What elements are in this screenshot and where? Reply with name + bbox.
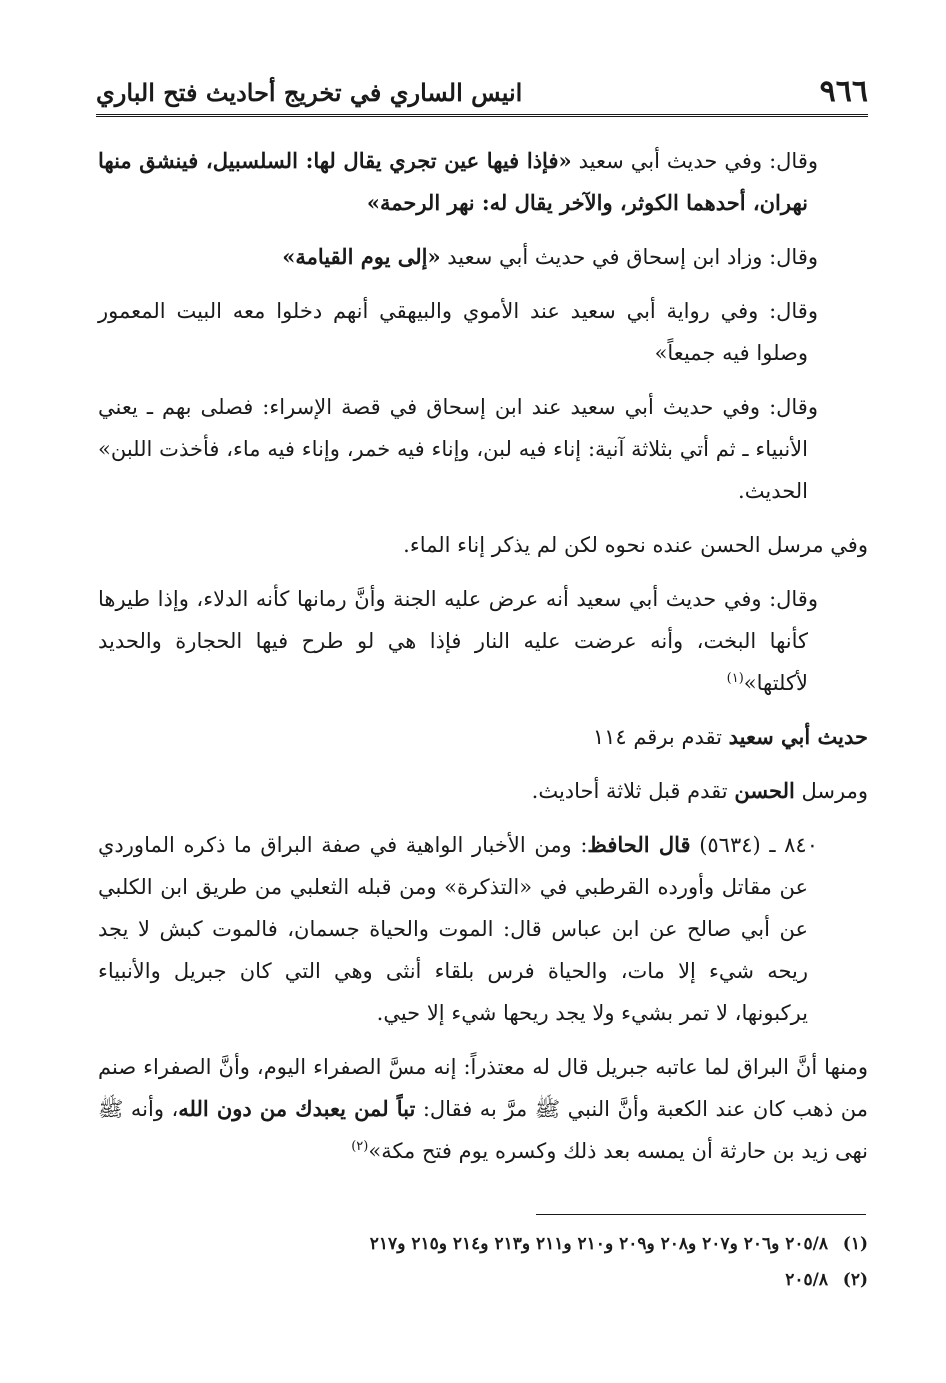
- footnote: (١)٢٠٥/٨ و٢٠٦ و٢٠٧ و٢٠٨ و٢٠٩ و٢١٠ و٢١١ و٢١٣ و٢١٤ و٢١٥ و٢١٧: [369, 1234, 868, 1254]
- paragraph: حديث أبي سعيد تقدم برقم ١١٤: [592, 724, 868, 749]
- paragraph: وفي مرسل الحسن عنده نحوه لكن لم يذكر إناء الماء.: [403, 533, 868, 557]
- entry-number: ٨٤٠ ـ (٥٦٣٤): [690, 833, 818, 857]
- paragraph: ومنها أنَّ البراق لما عاتبه جبريل قال له معتذراً: إنه مسَّ الصفراء اليوم، وأنَّ الصفراء صنم من ذهب كان عند الكعبة وأنَّ النبي ﷺ مرَّ به فقال: تباً لمن يعبدك من دون الله، وأنه ﷺ نهى زيد بن حارثة أن يمسه بعد ذلك وكسره يوم فتح مكة»$^{(٢)}$: [98, 1055, 868, 1163]
- footnotes: [98, 1226, 868, 1298]
- quoted-hadith: «إلى يوم القيامة»: [282, 244, 441, 269]
- main-text: [98, 140, 868, 1184]
- page-number: ٩٦٦: [819, 74, 868, 109]
- paragraph: وقال: وفي رواية أبي سعيد عند الأموي والبيهقي أنهم دخلوا معه البيت المعمور وصلوا فيه جميعاً»: [98, 299, 818, 365]
- footnote-ref: (٢): [351, 1139, 369, 1154]
- paragraph: وقال: وزاد ابن إسحاق في حديث أبي سعيد «إلى يوم القيامة»: [282, 244, 818, 269]
- paragraph: وقال: وفي حديث أبي سعيد «فإذا فيها عين تجري يقال لها: السلسبيل، فينشق منها نهران، أحدهما الكوثر، والآخر يقال له: نهر الرحمة»: [98, 148, 818, 215]
- numbered-entry: ٨٤٠ ـ (٥٦٣٤) قال الحافظ: ومن الأخبار الواهية في صفة البراق ما ذكره الماوردي عن مقاتل وأورده القرطبي في «التذكرة» ومن قبله الثعلبي من طريق ابن الكلبي عن أبي صالح عن ابن عباس قال: الموت والحياة جسمان، فالموت كبش لا يجد ريحه شيء إلا مات، والحياة فرس بلقاء أنثى وهي التي كان جبريل والأنبياء يركبونها، لا تمر بشيء ولا يجد ريحها شيء إلا حيي.: [98, 832, 818, 1025]
- running-title: انيس الساري في تخريج أحاديث فتح الباري: [96, 78, 523, 107]
- paragraph: وقال: وفي حديث أبي سعيد عند ابن إسحاق في قصة الإسراء: فصلى بهم ـ يعني الأنبياء ـ ثم أتي بثلاثة آنية: إناء فيه لبن، وإناء فيه خمر، وإناء فيه ماء، فأخذت اللبن» الحديث.: [98, 395, 818, 503]
- paragraph: ومرسل الحسن تقدم قبل ثلاثة أحاديث.: [531, 778, 868, 803]
- footnote-separator: [536, 1214, 866, 1215]
- page-header: [96, 70, 868, 117]
- footnote: (٢)٢٠٥/٨: [785, 1270, 868, 1290]
- paragraph: وقال: وفي حديث أبي سعيد أنه عرض عليه الجنة وأنَّ رمانها كأنه الدلاء، وإذا طيرها كأنها البخت، وأنه عرضت عليه النار فإذا هي لو طرح فيها الحجارة والحديد لأكلتها»$^{(١)}$: [98, 587, 818, 695]
- footnote-ref: (١): [726, 671, 744, 686]
- quoted-hadith: «فإذا فيها عين تجري يقال لها: السلسبيل، فينشق منها نهران، أحدهما الكوثر، والآخر يقال له: نهر الرحمة»: [98, 148, 808, 215]
